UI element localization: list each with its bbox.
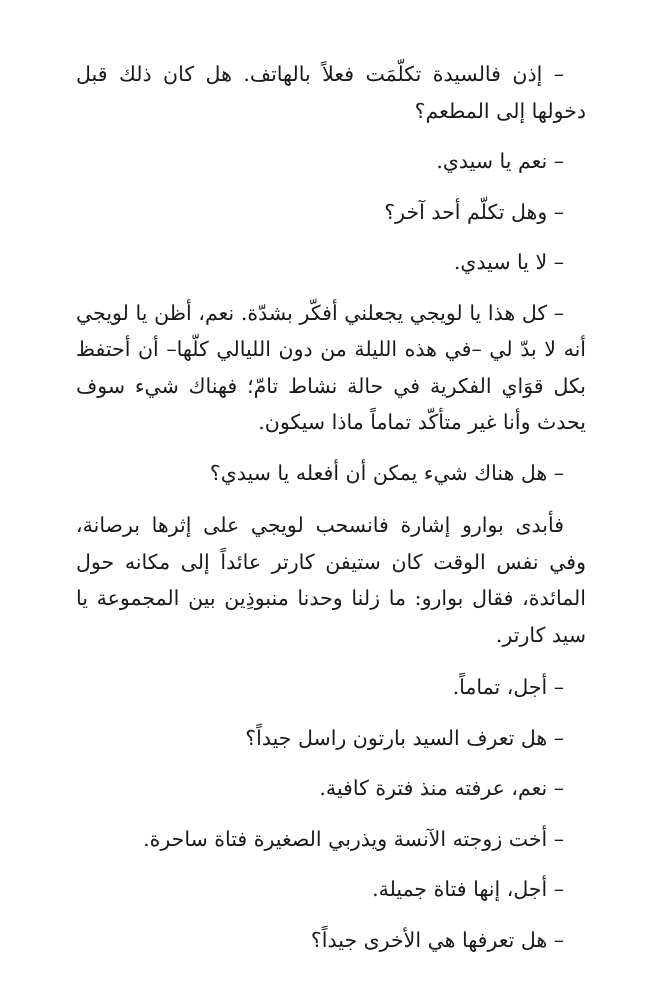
paragraph-10: – نعم، عرفته منذ فترة كافية. — [319, 776, 564, 800]
paragraph-2: – نعم يا سيدي. — [436, 149, 564, 173]
paragraph-12: – أجل، إنها فتاة جميلة. — [372, 877, 564, 901]
paragraph-3: – وهل تكلّم أحد آخر؟ — [384, 199, 564, 224]
paragraph-1: – إذن فالسيدة تكلّمَت فعلاً بالهاتف. هل كان ذلك قبل دخولها إلى المطعم؟ — [76, 62, 586, 123]
paragraph-8: – أجل، تماماً. — [452, 675, 564, 699]
paragraph-7: فأبدى بوارو إشارة فانسحب لويجي على إثرها برصانة، وفي نفس الوقت كان ستيفن كارتر عائداً إلى مكانه حول المائدة، فقال بوارو: ما زلنا وحدنا منبوذِين بين المجموعة يا سيد كارتر. — [76, 513, 586, 647]
paragraph-6: – هل هناك شيء يمكن أن أفعله يا سيدي؟ — [209, 460, 564, 485]
paragraph-4: – لا يا سيدي. — [453, 250, 564, 274]
paragraph-9: – هل تعرف السيد بارتون راسل جيداً؟ — [245, 725, 564, 750]
paragraph-5: – كل هذا يا لويجي يجعلني أفكّر بشدّة. نعم، أظن يا لويجي أنه لا بدّ لي –في هذه الليلة من دون الليالي كلّها– أن أحتفظ بكل قوَاي الفكرية في حالة نشاط تامّ؛ فهناك شيء سوف يحدث وأنا غير متأكّد تماماً ماذا سيكون. — [76, 300, 586, 434]
paragraph-11: – أخت زوجته الآنسة ويذربي الصغيرة فتاة ساحرة. — [143, 826, 564, 851]
paragraph-13: – هل تعرفها هي الأخرى جيداً؟ — [310, 927, 564, 952]
book-page — [76, 56, 586, 958]
